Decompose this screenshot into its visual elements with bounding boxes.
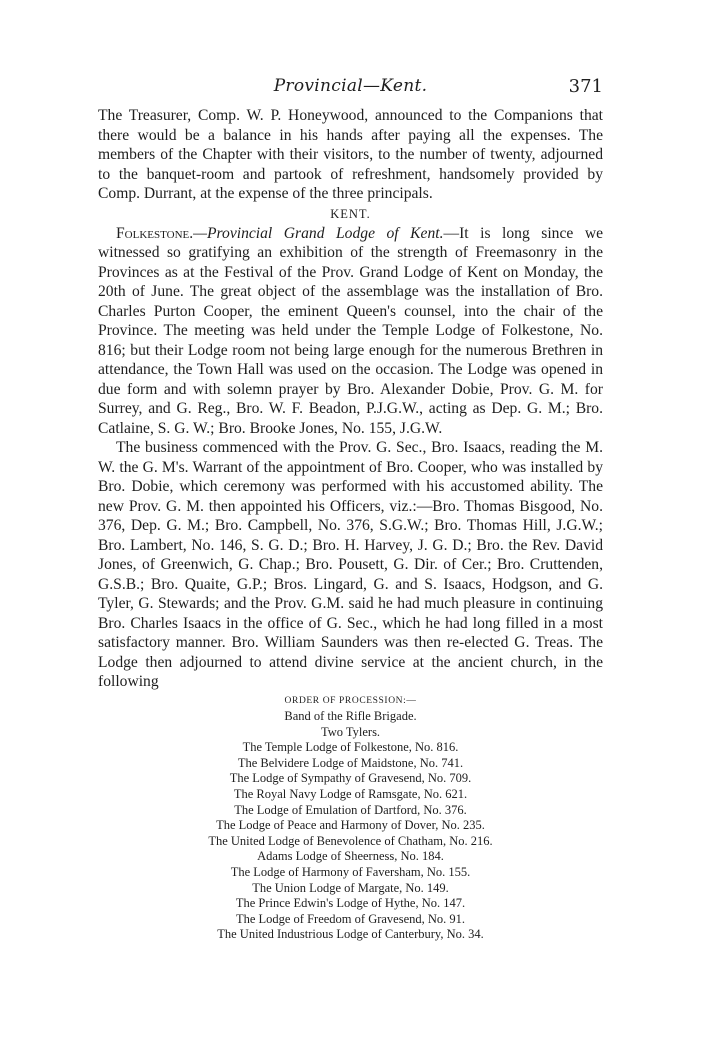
section-heading: KENT. <box>330 206 371 221</box>
procession-item: The Lodge of Emulation of Dartford, No. 376. <box>234 802 467 817</box>
procession-item: The Lodge of Freedom of Gravesend, No. 91. <box>235 911 466 926</box>
procession-item: The Belvidere Lodge of Maidstone, No. 741. <box>237 755 464 770</box>
article-body <box>98 106 603 692</box>
procession-heading: ORDER OF PROCESSION:— <box>284 695 417 706</box>
procession-item: The Lodge of Harmony of Faversham, No. 155. <box>230 865 471 880</box>
procession-item: The United Industrious Lodge of Canterbury, No. 34. <box>217 927 484 942</box>
paragraph-installation: The business commenced with the Prov. G. Sec., Bro. Isaacs, reading the M. W. the G. M's. Warrant of the appointment of Bro. Cooper, who was installed by Bro. Dobie, which ceremony was performed with his accustomed ability. The new Prov. G. M. then appointed his Officers, viz.:—Bro. Thomas Bisgood, No. 376, Dep. G. M.; Bro. Campbell, No. 376, S.G.W.; Bro. Thomas Hill, J.G.W.; Bro. Lambert, No. 146, S. G. D.; Bro. H. Harvey, J. G. D.; Bro. the Rev. David Jones, of Greenwich, G. Chap.; Bro. Pousett, G. Dir. of Cer.; Bro. Cruttenden, G.S.B.; Bro. Quaite, G.P.; Bros. Lingard, G. and S. Isaacs, Hodgson, and G. Tyler, G. Stewards; and the Prov. G.M. said he had much pleasure in continuing Bro. Charles Isaacs in the office of G. Sec., which he had long filled in a most satisfactory manner. Bro. William Saunders was then re-elected G. Treas. The Lodge then adjourned to attend divine service at the ancient church, in the following <box>98 439 603 690</box>
procession-item: The Prince Edwin's Lodge of Hythe, No. 147. <box>235 896 466 911</box>
procession-item: The Temple Lodge of Folkestone, No. 816. <box>242 740 459 755</box>
procession-item: The Royal Navy Lodge of Ramsgate, No. 621. <box>233 787 468 802</box>
meeting-title: —Provincial Grand Lodge of Kent. <box>193 224 444 242</box>
procession-item: The United Lodge of Benevolence of Chatham, No. 216. <box>208 833 493 848</box>
paragraph-chapter-report: The Treasurer, Comp. W. P. Honeywood, announced to the Companions that there would be a balance in his hands after paying all the expenses. The members of the Chapter with their visitors, to the number of twenty, adjourned to the banquet-room and partook of refreshment, handsomely provided by Comp. Durrant, at the expense of the three principals. <box>98 107 603 202</box>
procession-item: Band of the Rifle Brigade. <box>284 709 417 724</box>
procession-item: Adams Lodge of Sheerness, No. 184. <box>257 849 444 864</box>
procession-item: The Union Lodge of Margate, No. 149. <box>252 880 449 895</box>
running-title: Provincial—Kent. <box>273 76 428 96</box>
paragraph-folkestone <box>98 224 603 439</box>
procession-item: The Lodge of Sympathy of Gravesend, No. 709. <box>229 771 472 786</box>
place-name: Folkestone. <box>116 224 194 242</box>
page-number: 371 <box>568 76 603 97</box>
running-head <box>98 76 603 106</box>
paragraph-folkestone-text: —It is long since we witnessed so gratifying an exhibition of the strength of Freemasonry in the Provinces as at the Festival of the Prov. Grand Lodge of Kent on Monday, the 20th of June. The great object of the assemblage was the installation of Bro. Charles Purton Cooper, the eminent Queen's counsel, into the chair of the Province. The meeting was held under the Temple Lodge of Folkestone, No. 816; but their Lodge room not being large enough for the numerous Brethren in attendance, the Town Hall was used on the occasion. The Lodge was opened in due form and with solemn prayer by Bro. Alexander Dobie, Prov. G. M. for Surrey, and G. Reg., Bro. W. F. Beadon, P.J.G.W., acting as Dep. G. M.; Bro. Catlaine, S. G. W.; Bro. Brooke Jones, No. 155, J.G.W. <box>98 224 604 437</box>
page <box>98 76 603 943</box>
order-of-procession <box>98 694 603 944</box>
procession-item: The Lodge of Peace and Harmony of Dover, No. 235. <box>216 818 485 833</box>
procession-item: Two Tylers. <box>320 724 381 739</box>
